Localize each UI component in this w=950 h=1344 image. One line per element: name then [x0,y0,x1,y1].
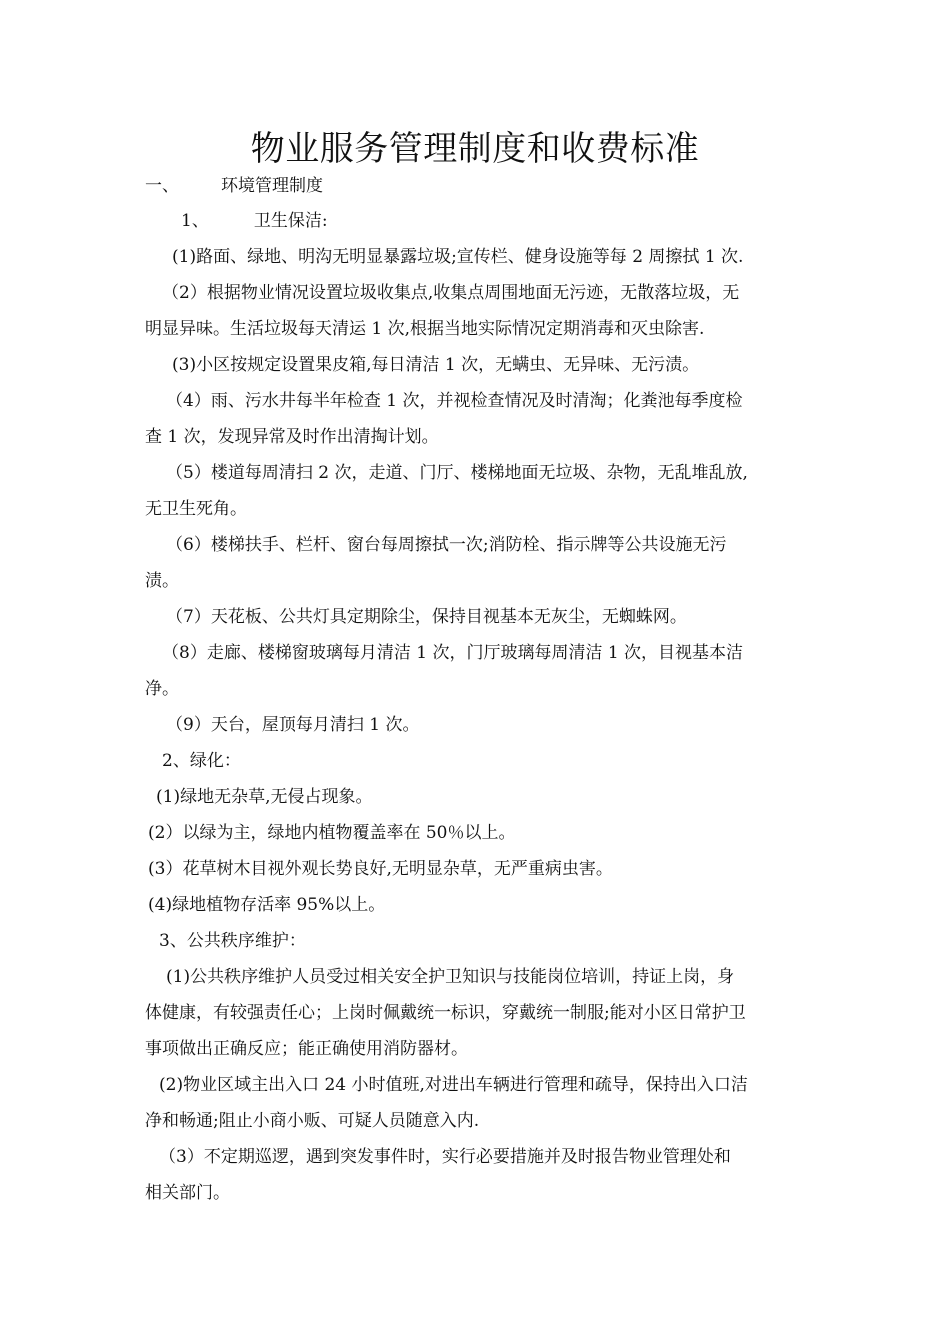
section-heading [145,174,323,198]
section-number: 一、 [145,176,179,196]
paragraph-line: （6）楼梯扶手、栏杆、窗台每周擦拭一次;消防栓、指示牌等公共设施无污 [166,535,727,555]
paragraph-line: （3）不定期巡逻，遇到突发事件时，实行必要措施并及时报告物业管理处和 [159,1147,731,1167]
paragraph-line: （2）根据物业情况设置垃圾收集点,收集点周围地面无污迹，无散落垃圾，无 [162,283,740,303]
paragraph-line: (2）以绿为主，绿地内植物覆盖率在 50％以上。 [148,823,516,843]
paragraph-line: 相关部门。 [145,1183,230,1203]
subsection-heading [181,209,328,233]
paragraph-line: (2)物业区域主出入口 24 小时值班,对进出车辆进行管理和疏导，保持出入口洁 [159,1075,748,1095]
paragraph-line: 渍。 [145,571,179,591]
section-title: 环境管理制度 [221,176,323,196]
subsection-heading: 2、绿化： [162,751,241,771]
paragraph-line: （7）天花板、公共灯具定期除尘，保持目视基本无灰尘，无蜘蛛网。 [166,607,687,627]
paragraph-line: 净。 [145,679,179,699]
subsection-title: 卫生保洁: [253,211,328,231]
paragraph-line: （4）雨、污水井每半年检查 1 次，并视检查情况及时清淘；化粪池每季度检 [166,391,743,411]
paragraph-line: 净和畅通;阻止小商小贩、可疑人员随意入内. [145,1111,480,1131]
paragraph-line: （9）天台，屋顶每月清扫 1 次。 [166,715,420,735]
paragraph-line: (3)小区按规定设置果皮箱,每日清洁 1 次，无螨虫、无异味、无污渍。 [172,355,700,375]
paragraph-line: (4)绿地植物存活率 95%以上。 [148,895,386,915]
subsection-heading: 3、公共秩序维护： [159,931,306,951]
paragraph-line: 体健康，有较强责任心；上岗时佩戴统一标识，穿戴统一制服;能对小区日常护卫 [145,1003,746,1023]
paragraph-line: 无卫生死角。 [145,499,247,519]
paragraph-line: 事项做出正确反应；能正确使用消防器材。 [145,1039,468,1059]
paragraph-line: （5）楼道每周清扫 2 次，走道、门厅、楼梯地面无垃圾、杂物，无乱堆乱放, [166,463,748,483]
paragraph-line: 明显异味。生活垃圾每天清运 1 次,根据当地实际情况定期消毒和灭虫除害. [145,319,705,339]
paragraph-line: (3）花草树木目视外观长势良好,无明显杂草，无严重病虫害。 [148,859,613,879]
paragraph-line: （8）走廊、楼梯窗玻璃每月清洁 1 次，门厅玻璃每周清洁 1 次，目视基本洁 [162,643,744,663]
paragraph-line: 查 1 次，发现异常及时作出清掏计划。 [145,427,439,447]
paragraph-line: (1)路面、绿地、明沟无明显暴露垃圾;宣传栏、健身设施等每 2 周擦拭 1 次. [172,247,744,267]
document-title: 物业服务管理制度和收费标准 [250,129,700,169]
paragraph-line: (1)绿地无杂草,无侵占现象。 [156,787,373,807]
subsection-number: 1、 [181,211,209,231]
paragraph-line: (1)公共秩序维护人员受过相关安全护卫知识与技能岗位培训，持证上岗，身 [166,967,735,987]
